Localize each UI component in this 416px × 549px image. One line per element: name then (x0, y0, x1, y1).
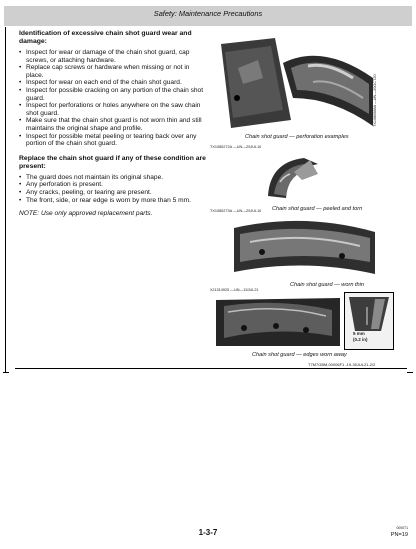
page-title: Safety: Maintenance Precautions (153, 9, 263, 18)
worn-thin-id: XJ1314925 —UN—15JUL21 (210, 288, 259, 292)
perforation-caption: Chain shot guard — perforation examples (245, 134, 349, 140)
left-tick (3, 372, 9, 373)
list-item: • The front, side, or rear edge is worn by more than 5 mm. (19, 197, 207, 205)
list-item: • The guard does not maintain its original shape. (19, 174, 207, 182)
list-item: • Inspect for perforations or holes anywhere on the saw chain shot guard. (19, 102, 207, 117)
pn-label: PN=19 (390, 532, 408, 538)
peeled-id: TX1080273A —UN—29JUL10 (210, 209, 262, 213)
inspect-list (19, 49, 207, 148)
edges-inset (344, 292, 394, 350)
side-id-vertical: TX1080688A —UN—20OCT20 (373, 74, 377, 127)
inset-label-inches: (0.2 in) (353, 337, 368, 342)
text-column (19, 30, 207, 217)
figure-peeled (258, 152, 328, 204)
page-number: 1-3-7 (198, 528, 218, 537)
inset-photo (345, 293, 393, 333)
worn-thin-photo (232, 218, 377, 280)
peeled-photo (258, 152, 328, 204)
list-item: • Make sure that the chain shot guard is not worn thin and still maintains the original shape and profile. (19, 117, 207, 132)
perforation-id: TX1080272A —UN—29JUL10 (210, 145, 262, 149)
inset-label: 5 mm (353, 331, 365, 336)
note-text: NOTE: Use only approved replacement parts. (19, 210, 153, 218)
list-item: • Replace cap screws or hardware when missing or not in place. (19, 64, 207, 79)
figure-edges-worn (214, 296, 342, 348)
edges-caption: Chain shot guard — edges worn away (252, 352, 347, 358)
right-tick (407, 372, 413, 373)
list-item: • Inspect for possible metal peeling or tearing back over any portion of the chain shot guard. (19, 133, 207, 148)
replace-list (19, 174, 207, 204)
worn-thin-caption: Chain shot guard — worn thin (290, 282, 365, 288)
list-item: • Inspect for wear on each end of the chain shot guard. (19, 79, 207, 87)
list-item: • Any perforation is present. (19, 181, 207, 189)
perforation-photo (213, 38, 375, 130)
reference-code: T7M7GBM,00006F1 -19-30JUL21-2/2 (308, 362, 376, 367)
section-rule (15, 368, 407, 369)
inspect-heading: Identification of excessive chain shot guard wear and damage: (19, 30, 192, 45)
list-item: • Inspect for wear or damage of the chain shot guard, cap screws, or attaching hardware. (19, 49, 207, 64)
list-item: • Any cracks, peeling, or tearing are present. (19, 189, 207, 197)
replace-heading: Replace the chain shot guard if any of these condition are present: (19, 154, 206, 170)
peeled-caption: Chain shot guard — peeled and torn (272, 206, 363, 212)
edges-worn-photo (214, 296, 342, 348)
list-item: • Inspect for possible cracking on any portion of the chain shot guard. (19, 87, 207, 102)
footer-small-code: 0000T1 (396, 526, 408, 530)
figure-worn-thin (232, 218, 377, 280)
figure-perforation (213, 38, 375, 130)
left-margin-rule (5, 27, 6, 372)
